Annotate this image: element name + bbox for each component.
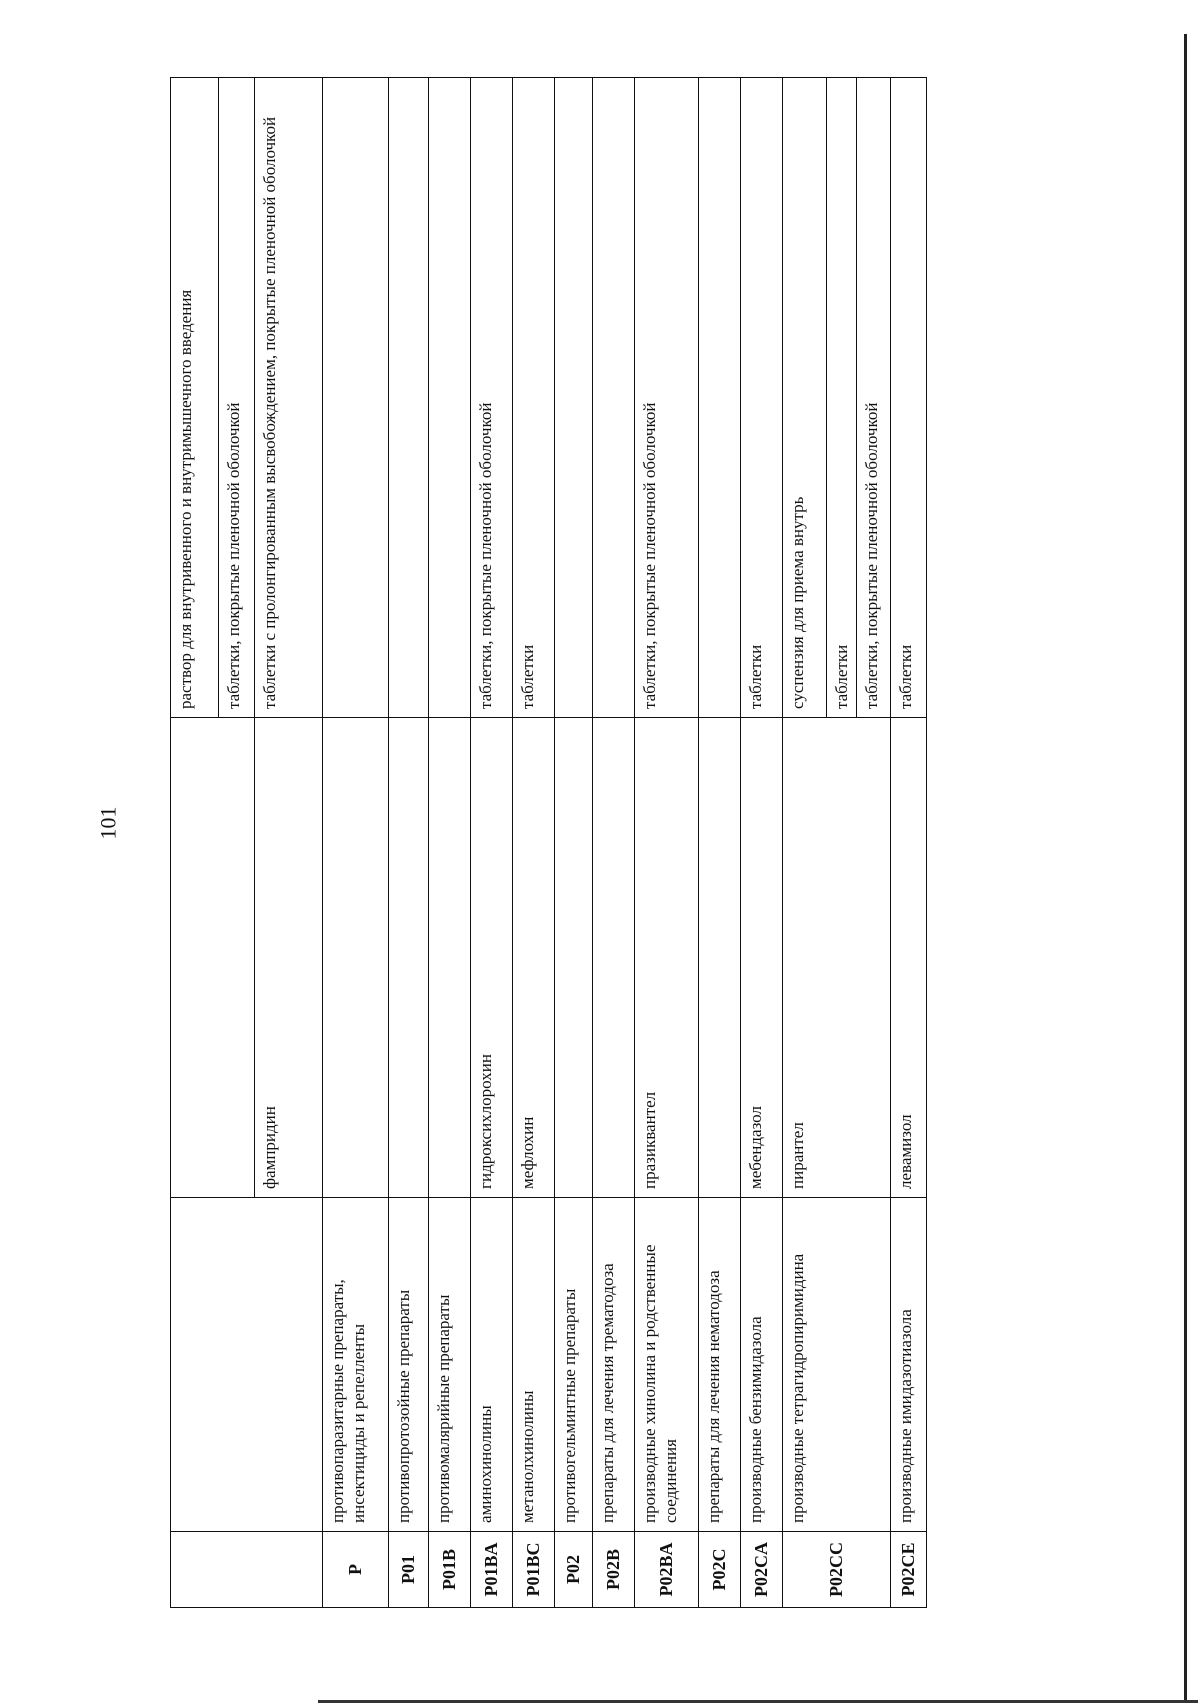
table-row	[471, 78, 513, 1608]
rotated-table-container	[170, 78, 1050, 1608]
form-cell	[429, 78, 471, 718]
form-cell: таблетки	[891, 78, 927, 718]
form-cell	[389, 78, 429, 718]
table-row	[593, 78, 635, 1608]
code-cell: P02C	[699, 1532, 741, 1608]
code-cell: P02CC	[783, 1532, 891, 1608]
form-cell	[323, 78, 389, 718]
table-row	[171, 78, 219, 1608]
group-cell: аминохинолины	[471, 1198, 513, 1532]
form-cell: таблетки	[741, 78, 783, 718]
scan-edge-right	[1184, 34, 1187, 1702]
code-cell: P01B	[429, 1532, 471, 1608]
group-cell: производные бензимидазола	[741, 1198, 783, 1532]
group-cell: метанолхинолины	[513, 1198, 555, 1532]
drug-cell	[429, 718, 471, 1198]
group-cell: производные тетрагидропиримидина	[783, 1198, 891, 1532]
form-cell: таблетки	[513, 78, 555, 718]
group-cell: противомалярийные препараты	[429, 1198, 471, 1532]
code-cell: P02CA	[741, 1532, 783, 1608]
form-cell: суспензия для приема внутрь	[783, 78, 827, 718]
drug-cell	[555, 718, 593, 1198]
drug-cell	[389, 718, 429, 1198]
form-cell	[593, 78, 635, 718]
scan-edge-bottom	[318, 1700, 1198, 1703]
table-row	[513, 78, 555, 1608]
drug-cell: пирантел	[783, 718, 891, 1198]
drug-cell: гидроксихлорохин	[471, 718, 513, 1198]
drug-cell: празиквантел	[635, 718, 699, 1198]
group-cell: производные имидазотиазола	[891, 1198, 927, 1532]
drug-cell: левамизол	[891, 718, 927, 1198]
drug-cell	[593, 718, 635, 1198]
table-row	[555, 78, 593, 1608]
table-row	[891, 78, 927, 1608]
code-cell: P01	[389, 1532, 429, 1608]
drug-classification-table	[170, 77, 927, 1608]
group-cell: противопротозойные препараты	[389, 1198, 429, 1532]
drug-cell	[323, 718, 389, 1198]
table-row	[783, 78, 827, 1608]
form-cell: таблетки	[827, 78, 857, 718]
form-cell: раствор для внутривенного и внутримышечного введения	[171, 78, 219, 718]
code-cell: P01BC	[513, 1532, 555, 1608]
group-cell	[171, 1198, 323, 1532]
table-row	[323, 78, 389, 1608]
form-cell: таблетки, покрытые пленочной оболочкой	[857, 78, 891, 718]
drug-cell: мефлохин	[513, 718, 555, 1198]
form-cell	[555, 78, 593, 718]
drug-cell	[171, 718, 255, 1198]
form-cell: таблетки, покрытые пленочной оболочкой	[471, 78, 513, 718]
drug-cell: фампридин	[255, 718, 323, 1198]
form-cell: таблетки, покрытые пленочной оболочкой	[635, 78, 699, 718]
code-cell: P	[323, 1532, 389, 1608]
form-cell: таблетки, покрытые пленочной оболочкой	[219, 78, 255, 718]
code-cell: P02B	[593, 1532, 635, 1608]
code-cell: P02	[555, 1532, 593, 1608]
group-cell: противогельминтные препараты	[555, 1198, 593, 1532]
table-row	[741, 78, 783, 1608]
group-cell: препараты для лечения нематодоза	[699, 1198, 741, 1532]
table-row	[389, 78, 429, 1608]
drug-cell: мебендазол	[741, 718, 783, 1198]
form-cell	[699, 78, 741, 718]
code-cell: P01BA	[471, 1532, 513, 1608]
table-row	[635, 78, 699, 1608]
form-cell: таблетки с пролонгированным высвобождением, покрытые пленочной оболочкой	[255, 78, 323, 718]
code-cell: P02BA	[635, 1532, 699, 1608]
drug-cell	[699, 718, 741, 1198]
page-number: 101	[95, 806, 121, 840]
group-cell: противопаразитарные препараты, инсектициды и репелленты	[323, 1198, 389, 1532]
group-cell: препараты для лечения трематодоза	[593, 1198, 635, 1532]
table-row	[429, 78, 471, 1608]
group-cell: производные хинолина и родственные соединения	[635, 1198, 699, 1532]
code-cell: P02CE	[891, 1532, 927, 1608]
table-row	[699, 78, 741, 1608]
code-cell	[171, 1532, 323, 1608]
